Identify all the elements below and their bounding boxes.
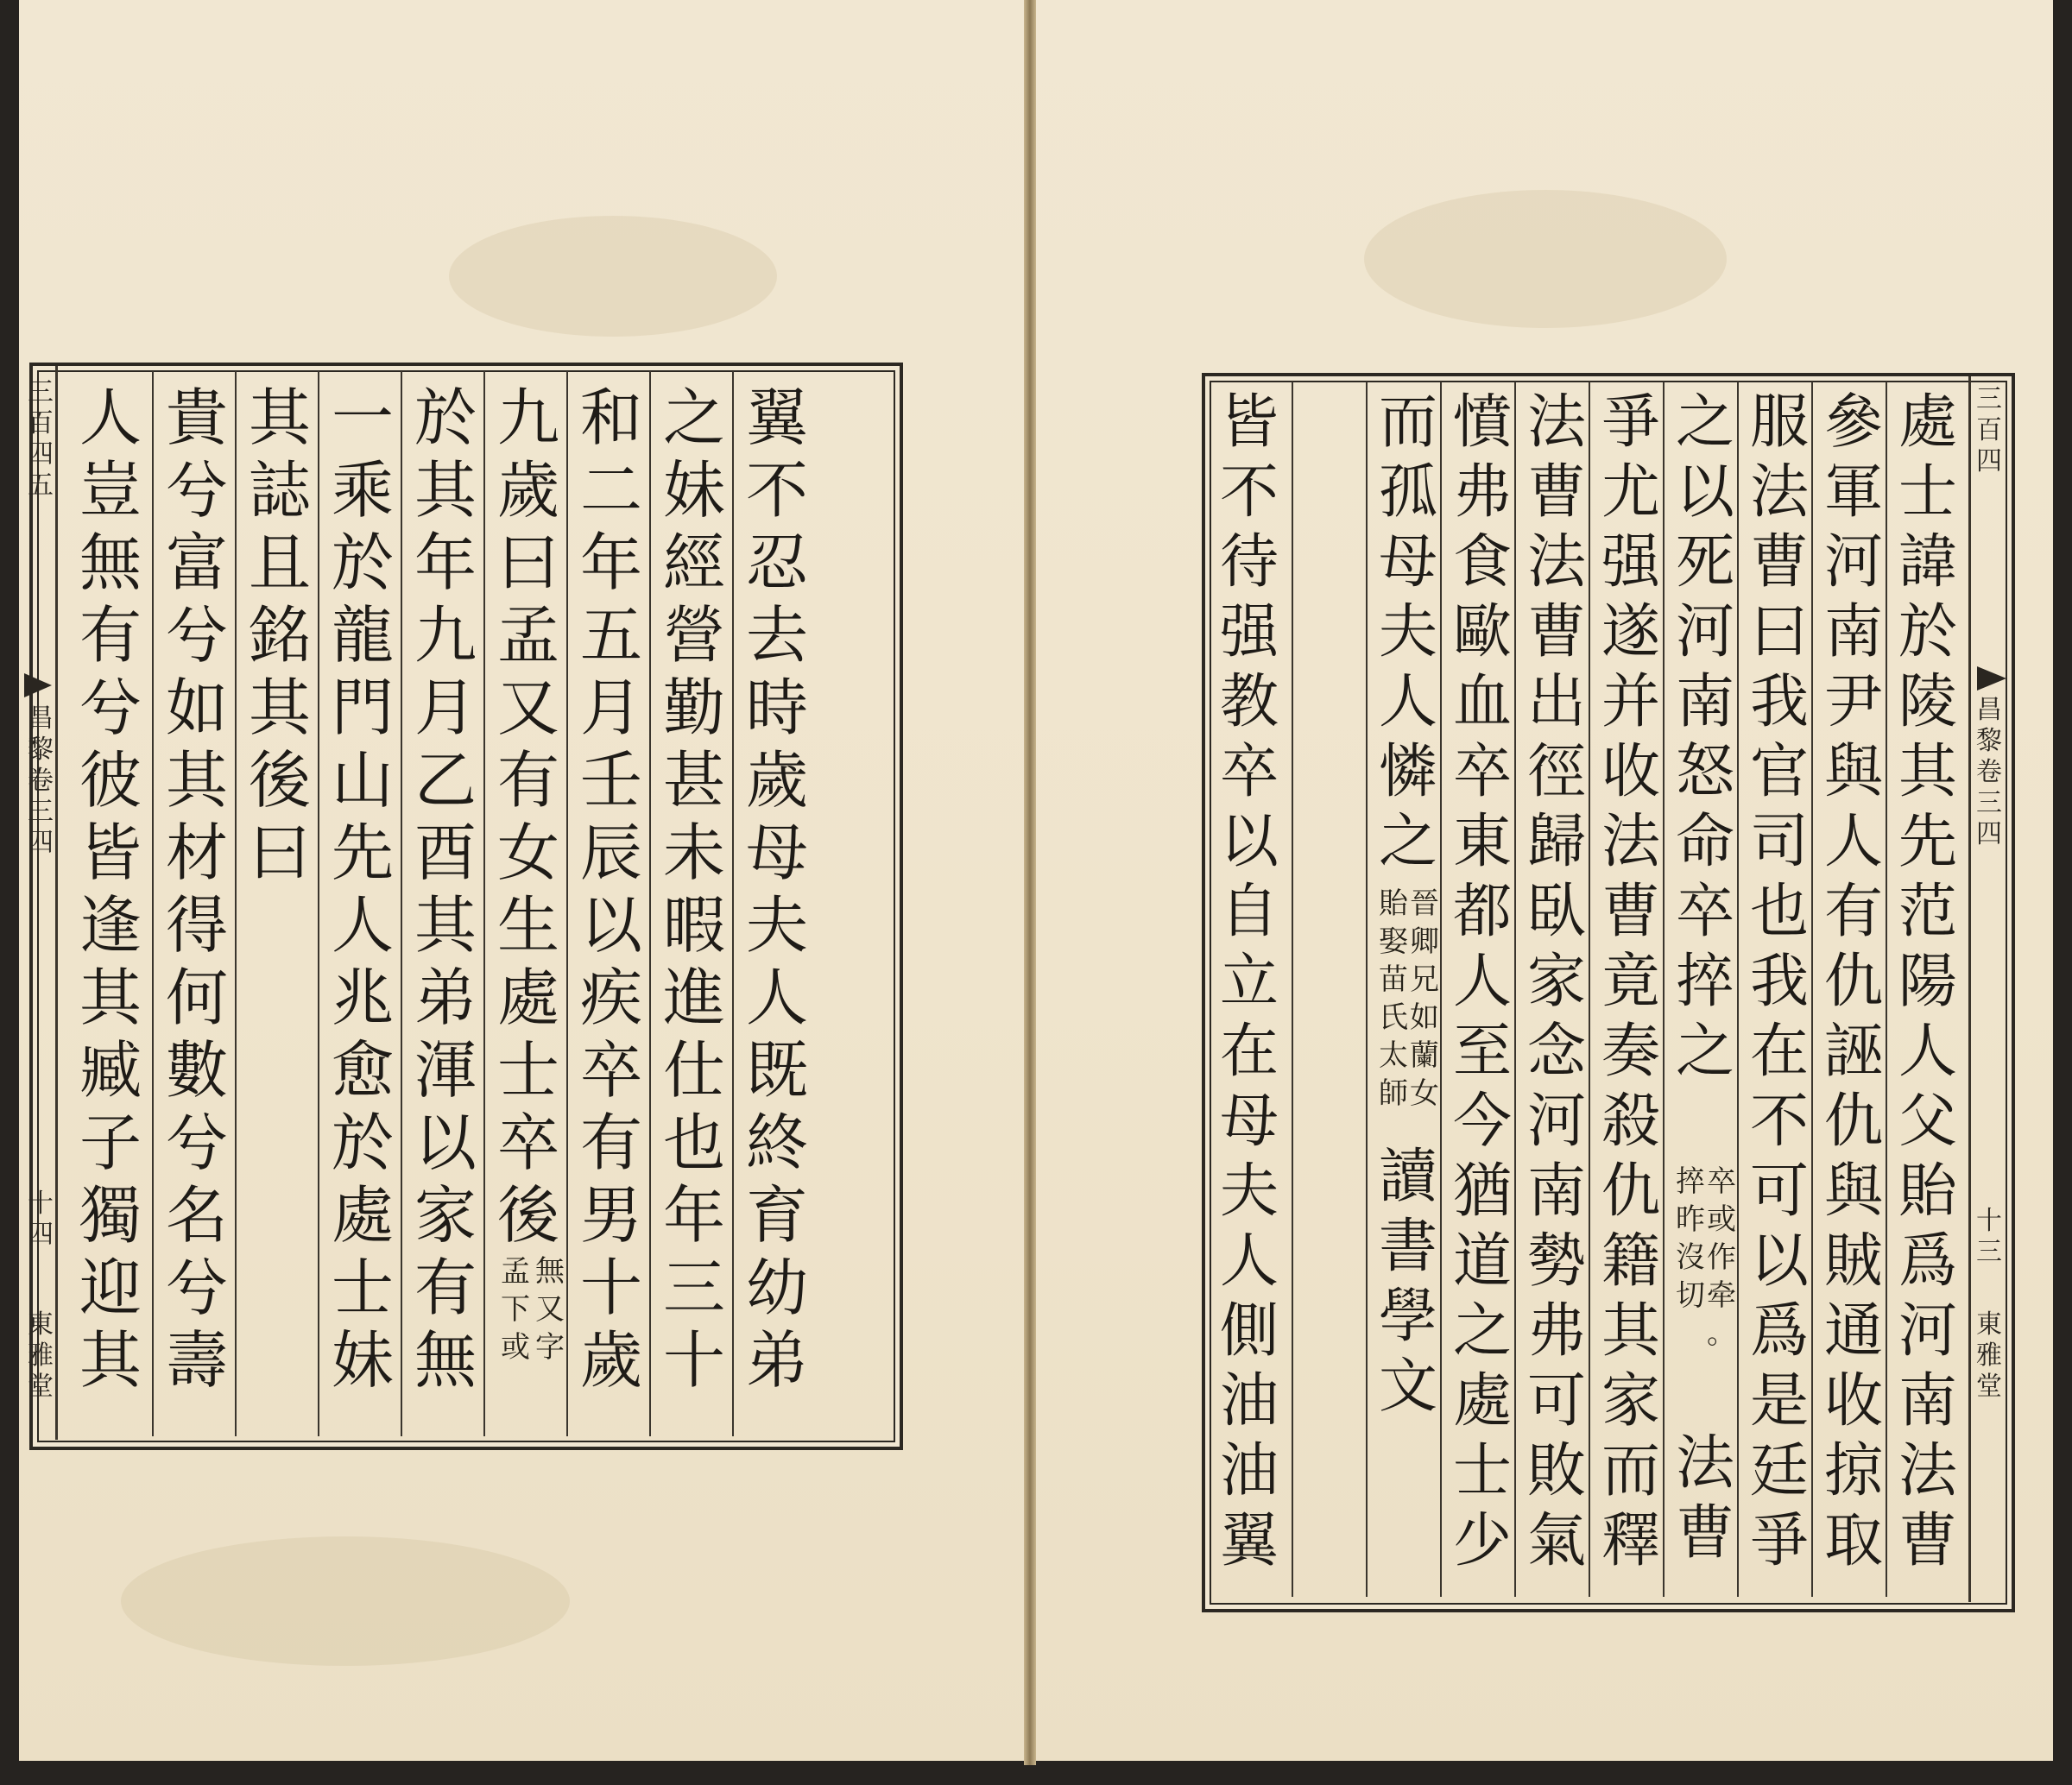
left-banxin-leaf-number: 十 四 xyxy=(28,1189,54,1250)
text-column-right-7: 憤 弗 食 歐 血 卒 東 都 人 至 今 猶 道 之 處 士 少 xyxy=(1452,388,1512,1575)
text-column-right-8-tail: 讀 書 學 文 xyxy=(1378,1143,1437,1421)
left-banxin-top: 三 百 四 五 xyxy=(28,377,54,501)
left-banxin-publisher: 東 雅 堂 xyxy=(28,1309,54,1402)
text-column-right-6: 法 曹 法 曹 出 徑 歸 臥 家 念 河 南 勢 弗 可 敗 氣 xyxy=(1526,388,1586,1575)
left-edge-rule xyxy=(55,366,58,1440)
column-rule xyxy=(1366,382,1368,1597)
text-column-right-4-tail: 法 曹 xyxy=(1675,1429,1734,1567)
text-column-right-3: 服 法 曹 曰 我 官 司 也 我 在 不 可 以 爲 是 廷 爭 xyxy=(1749,388,1809,1575)
left-banxin-title: 昌 黎 卷 三 四 xyxy=(28,703,54,858)
text-column-left-1: 翼 不 忍 去 時 歲 母 夫 人 既 終 育 幼 弟 xyxy=(745,382,808,1397)
text-column-right-9: 皆 不 待 强 教 卒 以 自 立 在 母 夫 人 側 油 油 翼 xyxy=(1219,388,1279,1575)
right-banxin-leaf-number: 十 三 xyxy=(1976,1206,2002,1267)
interlinear-note: 晉 卿 兄 如 蘭 女 xyxy=(1410,886,1439,1111)
interlinear-note: 捽 昨 沒 切 xyxy=(1676,1164,1705,1313)
interlinear-note: 貽 娶 苗 氏 太 師 xyxy=(1379,886,1408,1111)
text-column-left-9: 人 豈 無 有 兮 彼 皆 逢 其 臧 子 獨 迎 其 xyxy=(79,382,142,1397)
left-fishtail-mark xyxy=(24,673,52,697)
text-column-right-1: 處 士 諱 於 陵 其 先 范 陽 人 父 貽 爲 河 南 法 曹 xyxy=(1898,388,1957,1575)
right-banxin-top: 三 百 四 xyxy=(1976,384,2002,476)
interlinear-note: 無 又 字 xyxy=(535,1254,565,1365)
interlinear-note: 卒 或 作 牵 。 xyxy=(1707,1164,1736,1351)
text-column-left-6: 一 乘 於 龍 門 山 先 人 兆 愈 於 處 士 妹 xyxy=(331,382,394,1397)
text-column-right-2: 參 軍 河 南 尹 與 人 有 仇 誣 仇 與 賊 通 收 掠 取 xyxy=(1823,388,1883,1575)
right-banxin-publisher: 東 雅 堂 xyxy=(1976,1309,2002,1402)
text-column-left-7: 其 誌 且 銘 其 後 曰 xyxy=(248,382,311,889)
text-column-left-8: 貴 兮 富 兮 如 其 材 得 何 數 兮 名 兮 壽 xyxy=(165,382,228,1397)
text-column-left-5: 於 其 年 九 月 乙 酉 其 弟 渾 以 家 有 無 xyxy=(414,382,477,1397)
right-banxin-title: 昌 黎 卷 三 四 xyxy=(1976,695,2002,849)
column-rule xyxy=(1292,382,1293,1597)
text-column-left-4: 九 歲 曰 孟 又 有 女 生 處 士 卒 後 xyxy=(496,382,559,1252)
text-column-right-8: 而 孤 母 夫 人 憐 之 xyxy=(1378,388,1437,876)
right-edge-rule xyxy=(1968,376,1971,1602)
book-gutter xyxy=(1024,0,1036,1765)
text-column-left-2: 之 妹 經 營 勤 甚 未 暇 進 仕 也 年 三 十 xyxy=(662,382,725,1397)
text-column-right-5: 爭 尤 强 遂 并 收 法 曹 竟 奏 殺 仇 籍 其 家 而 釋 xyxy=(1601,388,1660,1575)
interlinear-note: 孟 下 或 xyxy=(501,1254,530,1365)
right-fishtail-mark xyxy=(1977,666,2006,691)
text-column-left-3: 和 二 年 五 月 壬 辰 以 疾 卒 有 男 十 歲 xyxy=(579,382,642,1397)
column-rule xyxy=(152,371,154,1436)
text-column-right-4: 之 以 死 河 南 怒 命 卒 捽 之 xyxy=(1675,388,1734,1086)
